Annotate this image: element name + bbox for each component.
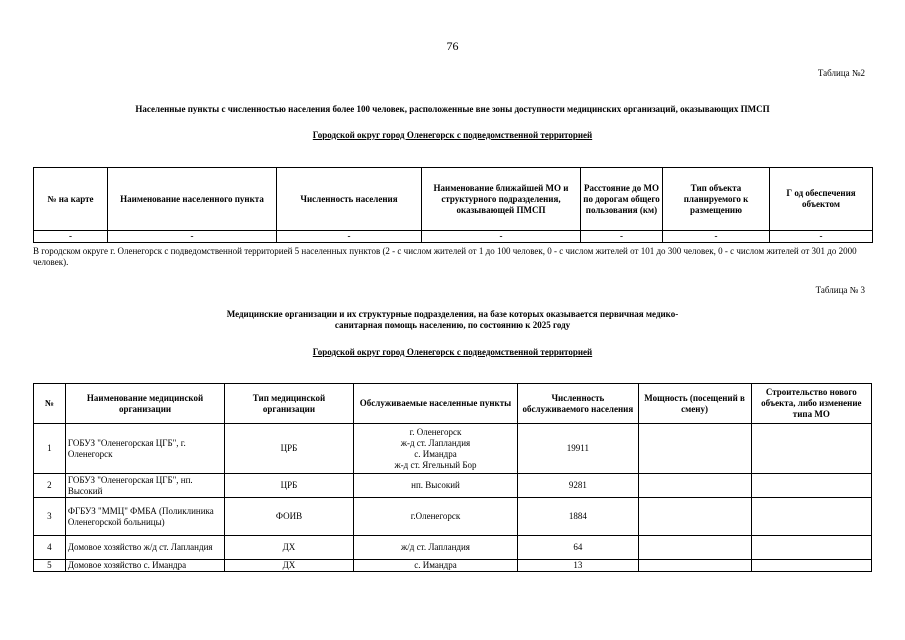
population: 19911 bbox=[518, 424, 638, 474]
table2-label: Таблица №2 bbox=[817, 68, 865, 78]
population: 64 bbox=[518, 536, 638, 560]
org-type: ФОИВ bbox=[225, 498, 354, 536]
population: 13 bbox=[518, 560, 638, 572]
place: ж-д ст. Лапландия bbox=[400, 437, 471, 448]
table2-header-map-number: № на карте bbox=[34, 168, 108, 231]
served-places bbox=[353, 474, 518, 498]
table3 bbox=[33, 383, 872, 572]
row-number: 4 bbox=[34, 536, 66, 560]
table2-header-year: Г од обеспечения объектом bbox=[770, 168, 873, 231]
table3-header-population: Численность обслуживаемого населения bbox=[518, 384, 638, 424]
table2-cell: - bbox=[422, 231, 581, 243]
capacity bbox=[638, 498, 751, 536]
table3-header-places: Обслуживаемые населенные пункты bbox=[353, 384, 518, 424]
population: 9281 bbox=[518, 474, 638, 498]
table2-header-population: Численность населения bbox=[277, 168, 422, 231]
place: с. Имандра bbox=[414, 448, 457, 459]
table2-header-settlement: Наименование населенного пункта bbox=[108, 168, 277, 231]
table-row bbox=[34, 536, 872, 560]
table-row bbox=[34, 231, 873, 243]
table2-title: Населенные пункты с численностью населения более 100 человек, расположенные вне зоны доступности медицинских организаций, оказывающих ПМСП bbox=[135, 104, 770, 114]
table3-header-row bbox=[34, 384, 872, 424]
table-row bbox=[34, 474, 872, 498]
table3-header-construction: Строительство нового объекта, либо изменение типа МО bbox=[751, 384, 871, 424]
table-row bbox=[34, 560, 872, 572]
table3-header-number: № bbox=[34, 384, 66, 424]
served-places bbox=[353, 560, 518, 572]
table3-label: Таблица № 3 bbox=[815, 285, 865, 295]
place: ж-д ст. Ягельный Бор bbox=[394, 459, 477, 470]
table2-header-object-type: Тип объекта планируемого к размещению bbox=[663, 168, 770, 231]
row-number: 1 bbox=[34, 424, 66, 474]
table2-header-distance: Расстояние до МО по дорогам общего пользования (км) bbox=[581, 168, 663, 231]
table2-cell: - bbox=[108, 231, 277, 243]
table2-cell: - bbox=[581, 231, 663, 243]
table2-header-nearest-mo: Наименование ближайшей МО и структурного подразделения, оказывающей ПМСП bbox=[422, 168, 581, 231]
place: нп. Высокий bbox=[411, 480, 460, 490]
table3-title-line1: Медицинские организации и их структурные подразделения, на базе которых оказывается первичная медико- bbox=[226, 309, 679, 319]
table2-cell: - bbox=[277, 231, 422, 243]
row-number: 5 bbox=[34, 560, 66, 572]
org-name: ГОБУЗ "Оленегорская ЦГБ", нп. Высокий bbox=[65, 474, 224, 498]
table3-header-org-type: Тип медицинской организации bbox=[225, 384, 354, 424]
served-places bbox=[353, 424, 518, 474]
capacity bbox=[638, 424, 751, 474]
capacity bbox=[638, 560, 751, 572]
org-name: ГОБУЗ "Оленегорская ЦГБ", г. Оленегорск bbox=[65, 424, 224, 474]
table2-cell: - bbox=[770, 231, 873, 243]
table-row bbox=[34, 498, 872, 536]
place: г. Оленегорск bbox=[409, 426, 462, 437]
page-number: 76 bbox=[446, 39, 459, 53]
table3-subtitle: Городской округ город Оленегорск с подведомственной территорией bbox=[312, 347, 593, 357]
row-number: 3 bbox=[34, 498, 66, 536]
row-number: 2 bbox=[34, 474, 66, 498]
construction bbox=[751, 424, 871, 474]
org-type: ДХ bbox=[225, 560, 354, 572]
org-type: ЦРБ bbox=[225, 474, 354, 498]
table3-header-org-name: Наименование медицинской организации bbox=[65, 384, 224, 424]
org-name: ФГБУЗ "ММЦ" ФМБА (Поликлиника Оленегорской больницы) bbox=[65, 498, 224, 536]
table2-cell: - bbox=[34, 231, 108, 243]
table3-title-line2: санитарная помощь населению, по состоянию к 2025 году bbox=[334, 320, 571, 330]
capacity bbox=[638, 474, 751, 498]
construction bbox=[751, 560, 871, 572]
table2-cell: - bbox=[663, 231, 770, 243]
place: г.Оленегорск bbox=[410, 511, 461, 521]
org-name: Домовое хозяйство с. Имандра bbox=[65, 560, 224, 572]
population: 1884 bbox=[518, 498, 638, 536]
table2-subtitle: Городской округ город Оленегорск с подведомственной территорией bbox=[312, 130, 593, 140]
table2 bbox=[33, 167, 873, 243]
table-row bbox=[34, 424, 872, 474]
served-places bbox=[353, 536, 518, 560]
construction bbox=[751, 536, 871, 560]
org-type: ЦРБ bbox=[225, 424, 354, 474]
org-name: Домовое хозяйство ж/д ст. Лапландия bbox=[65, 536, 224, 560]
construction bbox=[751, 498, 871, 536]
table2-header-row bbox=[34, 168, 873, 231]
table2-note: В городском округе г. Оленегорск с подведомственной территорией 5 населенных пунктов (2 - с числом жителей от 1 до 100 человек, 0 - с числом жителей от 101 до 300 человек, 0 - с числом жителей от 301 до 2000 человек). bbox=[33, 246, 857, 267]
place: ж/д ст. Лапландия bbox=[401, 542, 470, 552]
construction bbox=[751, 474, 871, 498]
place: с. Имандра bbox=[414, 560, 457, 570]
served-places bbox=[353, 498, 518, 536]
org-type: ДХ bbox=[225, 536, 354, 560]
table3-header-capacity: Мощность (посещений в смену) bbox=[638, 384, 751, 424]
capacity bbox=[638, 536, 751, 560]
